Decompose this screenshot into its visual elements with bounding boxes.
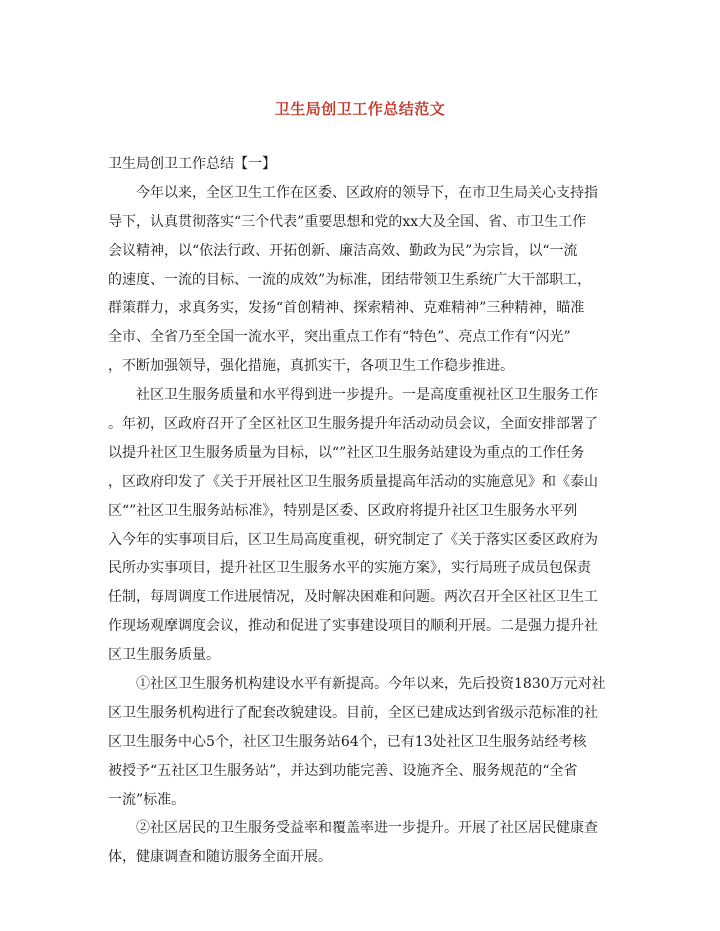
text-line: 任制，每周调度工作进展情况，及时解决困难和问题。两次召开全区社区卫生工 [108, 589, 598, 606]
document-body [108, 150, 622, 872]
text-line: 作现场观摩调度会议，推动和促进了实事建设项目的顺利开展。二是强力提升社 [108, 618, 598, 635]
text-line: 的速度、一流的目标、一流的成效”为标准，团结带领卫生系统广大干部职工， [108, 271, 592, 288]
text-line: ①社区卫生服务机构建设水平有新提高。今年以来，先后投资1830万元对社 [108, 676, 606, 693]
text-line: 体，健康调查和随访服务全面开展。 [108, 849, 332, 866]
document-title: 卫生局创卫工作总结范文 [274, 100, 446, 118]
section-heading: 卫生局创卫工作总结【一】 [108, 156, 276, 172]
text-line: 全市、全省乃至全国一流水平，突出重点工作有“特色”、亮点工作有“闪光” [108, 329, 571, 346]
text-line: 入今年的实事项目后，区卫生局高度重视，研究制定了《关于落实区委区政府为 [108, 531, 598, 548]
text-line: 。年初，区政府召开了全区社区卫生服务提升年活动动员会议，全面安排部署了 [108, 416, 598, 433]
text-line: 区卫生服务质量。 [108, 647, 220, 664]
text-line: 以提升社区卫生服务质量为目标，以“”社区卫生服务站建设为重点的工作任务 [108, 444, 585, 461]
text-line: ②社区居民的卫生服务受益率和覆盖率进一步提升。开展了社区居民健康查 [108, 820, 598, 837]
text-line: 今年以来，全区卫生工作在区委、区政府的领导下，在市卫生局关心支持指 [108, 184, 598, 201]
text-line: 社区卫生服务质量和水平得到进一步提升。一是高度重视社区卫生服务工作 [108, 387, 598, 404]
text-line: 被授予“五社区卫生服务站”，并达到功能完善、设施齐全、服务规范的“全省 [108, 762, 578, 779]
text-line: 会议精神，以“依法行政、开拓创新、廉洁高效、勤政为民”为宗旨，以“一流 [108, 242, 578, 259]
text-line: 导下，认真贯彻落实“三个代表”重要思想和党的xx大及全国、省、市卫生工作 [108, 213, 587, 230]
text-line: 民所办实事项目，提升社区卫生服务水平的实施方案》，实行局班子成员包保责 [108, 560, 591, 577]
text-line: 区卫生服务中心5个，社区卫生服务站64个，已有13处社区卫生服务站经考核 [108, 733, 587, 750]
text-line: ，不断加强领导，强化措施，真抓实干，各项卫生工作稳步推进。 [108, 358, 514, 375]
text-line: 区卫生服务机构进行了配套改貌建设。目前，全区已建成达到省级示范标准的社 [108, 704, 598, 721]
text-line: 区“”社区卫生服务站标准》，特别是区委、区政府将提升社区卫生服务水平列 [108, 502, 578, 519]
text-line: 群策群力，求真务实，发扬“首创精神、探索精神、克难精神”三种精神，瞄准 [108, 300, 585, 317]
text-line: 一流”标准。 [108, 791, 186, 808]
text-line: ，区政府印发了《关于开展社区卫生服务质量提高年活动的实施意见》和《泰山 [108, 473, 598, 490]
